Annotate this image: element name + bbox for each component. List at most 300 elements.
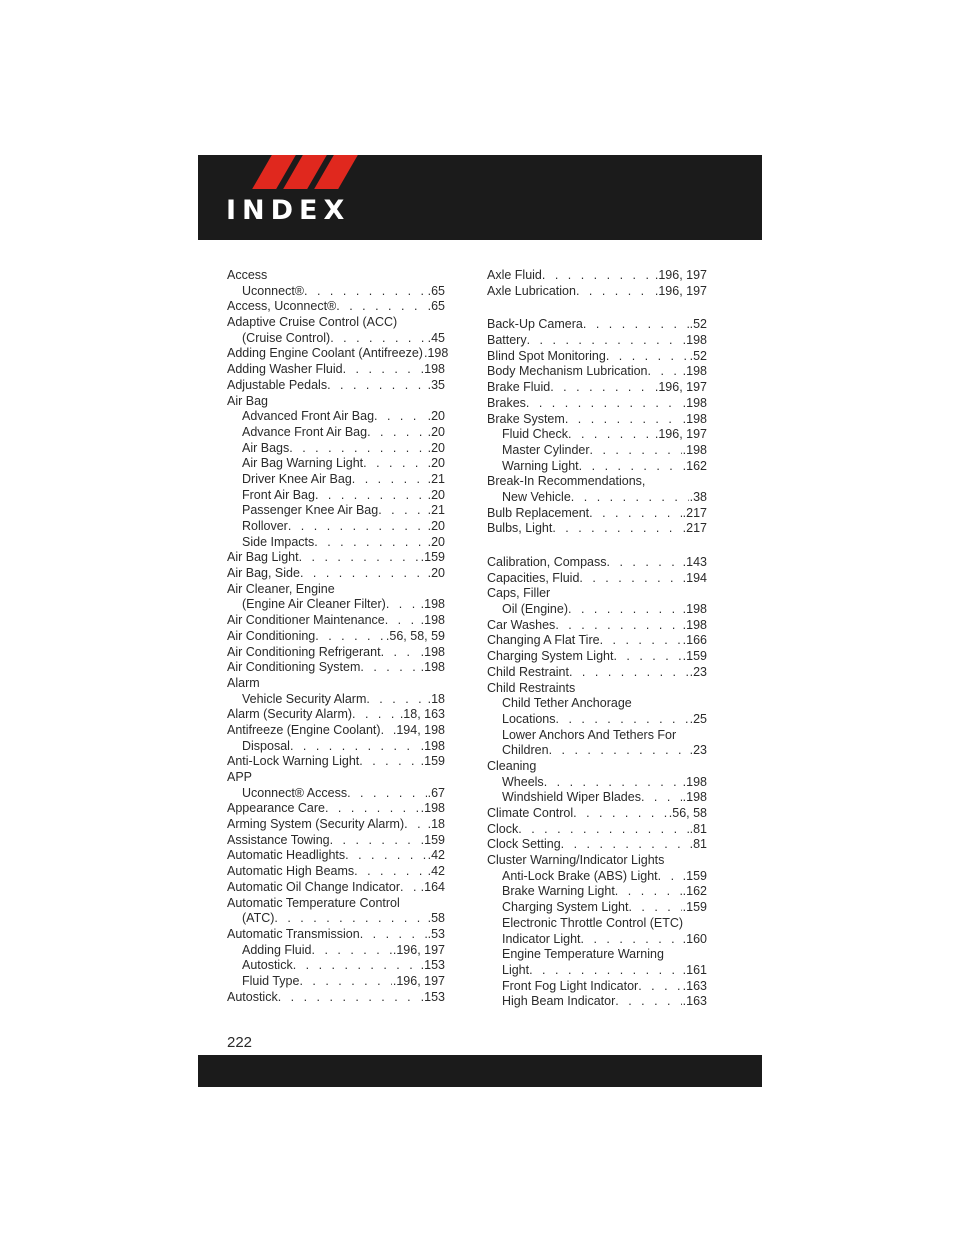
index-subentry xyxy=(487,490,707,506)
index-entry xyxy=(487,521,707,537)
index-entry xyxy=(487,618,707,634)
index-subentry xyxy=(487,712,707,728)
entry-text: Brake System xyxy=(487,411,565,426)
index-subentry xyxy=(227,488,445,504)
dot-leader xyxy=(579,459,682,475)
entry-text: Air Bag Warning Light xyxy=(242,456,364,471)
index-entry xyxy=(227,707,445,723)
page-ref: .194, 198 xyxy=(392,722,445,737)
page-ref: .38 xyxy=(689,489,707,504)
index-subentry xyxy=(227,958,445,974)
page-ref: .18 xyxy=(427,691,445,706)
index-entry xyxy=(227,896,445,912)
dot-leader xyxy=(590,443,682,459)
dot-leader xyxy=(583,317,689,333)
page-ref: .159 xyxy=(682,649,707,664)
page-ref: .42 xyxy=(427,848,445,863)
entry-text: Appearance Care xyxy=(227,801,325,816)
page-number: 222 xyxy=(227,1034,253,1051)
index-entry xyxy=(227,566,445,582)
entry-text: Warning Light xyxy=(502,458,579,473)
index-entry xyxy=(487,380,707,396)
entry-text: Advanced Front Air Bag xyxy=(242,409,375,424)
entry-text: Adding Fluid xyxy=(242,942,312,957)
dot-leader xyxy=(607,555,682,571)
page-ref: .198 xyxy=(682,333,707,348)
entry-text: (ATC) xyxy=(242,911,275,926)
index-entry xyxy=(227,754,445,770)
index-entry xyxy=(227,346,449,362)
index-entry xyxy=(227,880,445,896)
page-ref: .153 xyxy=(420,989,445,1004)
dot-leader xyxy=(300,566,427,582)
entry-text: Automatic Oil Change Indicator xyxy=(227,879,401,894)
entry-text: Assistance Towing xyxy=(227,832,330,847)
index-subentry xyxy=(227,535,445,551)
dot-leader xyxy=(289,441,426,457)
index-entry xyxy=(227,848,445,864)
entry-text: Children xyxy=(502,743,549,758)
entry-text: Uconnect® xyxy=(242,283,305,298)
dot-leader xyxy=(367,425,427,441)
index-entry xyxy=(227,927,445,943)
index-subentry xyxy=(227,425,445,441)
entry-text: Adaptive Cruise Control (ACC) xyxy=(227,315,398,330)
entry-text: Vehicle Security Alarm xyxy=(242,691,367,706)
entry-text: Calibration, Compass xyxy=(487,555,607,569)
page-ref: .198 xyxy=(423,346,449,361)
dot-leader xyxy=(600,633,682,649)
dot-leader xyxy=(581,932,682,948)
page-ref: .198 xyxy=(420,362,445,377)
index-entry xyxy=(227,817,445,833)
entry-text: Engine Temperature Warning xyxy=(502,947,664,962)
entry-text: Clock xyxy=(487,821,519,836)
page-ref: .164 xyxy=(420,879,445,894)
index-subentry xyxy=(227,943,445,959)
index-entry xyxy=(487,412,707,428)
entry-text: Charging System Light xyxy=(487,649,614,664)
entry-text: Axle Lubrication xyxy=(487,283,576,298)
index-entry xyxy=(487,806,707,822)
dot-leader xyxy=(381,723,392,739)
index-subentry xyxy=(487,602,707,618)
dot-leader xyxy=(345,848,426,864)
index-entry xyxy=(487,837,707,853)
dot-leader xyxy=(400,880,420,896)
index-entry xyxy=(227,394,445,410)
index-subentry xyxy=(487,900,707,916)
index-subentry xyxy=(227,503,445,519)
page-ref: .25 xyxy=(689,711,707,726)
dot-leader xyxy=(386,597,420,613)
page-ref: .52 xyxy=(689,348,707,363)
page-ref: .194 xyxy=(682,570,707,585)
page-ref: .18, 163 xyxy=(399,707,445,722)
dot-leader xyxy=(366,692,426,708)
dot-leader xyxy=(550,380,654,396)
dot-leader xyxy=(381,645,420,661)
entry-text: Access, Uconnect® xyxy=(227,299,337,314)
index-subentry xyxy=(487,696,707,712)
page-ref: .58 xyxy=(427,911,445,926)
page-ref: .198 xyxy=(682,790,707,805)
index-entry xyxy=(487,396,707,412)
page-ref: .159 xyxy=(420,550,445,565)
index-subentry xyxy=(487,979,707,995)
dot-leader xyxy=(314,535,426,551)
page-ref: .159 xyxy=(420,754,445,769)
index-entry xyxy=(227,629,445,645)
index-entry xyxy=(227,833,445,849)
index-subentry xyxy=(227,597,445,613)
index-entry xyxy=(487,349,707,365)
entry-text: Brakes xyxy=(487,395,526,410)
entry-text: Rollover xyxy=(242,519,288,533)
page-ref: .23 xyxy=(689,664,707,679)
dot-leader xyxy=(613,649,681,665)
page-ref: .217 xyxy=(682,505,707,520)
entry-text: Passenger Knee Air Bag xyxy=(242,503,379,518)
index-entry xyxy=(227,378,445,394)
index-entry xyxy=(487,474,707,490)
dot-leader xyxy=(354,864,426,880)
dot-leader xyxy=(658,869,682,885)
index-subentry xyxy=(227,739,445,755)
index-subentry xyxy=(227,331,445,347)
entry-text: Air Bags xyxy=(242,440,290,455)
index-subentry xyxy=(487,947,707,963)
page-ref: .198 xyxy=(682,395,707,410)
entry-text: Automatic Temperature Control xyxy=(227,895,400,910)
page-ref: .196, 197 xyxy=(654,380,707,395)
index-entry xyxy=(487,681,707,697)
dot-leader xyxy=(378,503,426,519)
index-entry xyxy=(487,586,707,602)
entry-text: Child Restraints xyxy=(487,680,576,695)
index-entry xyxy=(227,676,445,692)
entry-text: Car Washes xyxy=(487,617,556,632)
index-subentry xyxy=(487,775,707,791)
entry-text: Bulb Replacement xyxy=(487,505,590,520)
index-entry xyxy=(487,555,707,571)
page-ref: .198 xyxy=(682,364,707,379)
dot-leader xyxy=(544,775,682,791)
page-ref: .21 xyxy=(427,503,445,518)
index-entry xyxy=(227,723,445,739)
dot-leader xyxy=(615,884,682,900)
dot-leader xyxy=(278,990,420,1006)
entry-text: Front Fog Light Indicator xyxy=(502,978,639,993)
dot-leader xyxy=(615,994,681,1010)
entry-text: Axle Fluid xyxy=(487,268,542,282)
entry-text: Air Conditioning xyxy=(227,628,316,643)
entry-text: Air Bag, Side xyxy=(227,566,300,581)
index-column-left xyxy=(227,268,449,1005)
entry-text: Air Bag xyxy=(227,393,268,408)
dot-leader xyxy=(518,822,688,838)
entry-text: Fluid Type xyxy=(242,973,300,988)
index-header-bar xyxy=(198,155,762,240)
page-ref: .159 xyxy=(682,900,707,915)
dot-leader xyxy=(576,284,654,300)
dot-leader xyxy=(404,817,426,833)
page-ref: .198 xyxy=(420,613,445,628)
entry-text: Autostick xyxy=(227,989,278,1004)
index-entry xyxy=(487,649,707,665)
page-title: INDEX xyxy=(226,195,351,226)
page-ref: .196, 197 xyxy=(654,283,707,298)
index-subentry xyxy=(487,884,707,900)
page-ref: .159 xyxy=(682,868,707,883)
entry-text: Alarm (Security Alarm) xyxy=(227,707,353,722)
dot-leader xyxy=(565,412,682,428)
entry-text: Body Mechanism Lubrication xyxy=(487,364,648,379)
entry-text: Battery xyxy=(487,333,527,348)
index-subentry xyxy=(227,911,445,927)
dot-leader xyxy=(569,665,689,681)
entry-text: Side Impacts xyxy=(242,534,315,549)
entry-text: Climate Control xyxy=(487,806,574,820)
entry-text: High Beam Indicator xyxy=(502,994,616,1009)
entry-text: Alarm xyxy=(227,675,260,690)
dot-leader xyxy=(638,979,681,995)
index-entry xyxy=(227,660,445,676)
index-subentry xyxy=(227,409,445,425)
page-ref: .198 xyxy=(420,738,445,753)
entry-text: Adding Engine Coolant (Antifreeze) xyxy=(227,346,423,361)
dot-leader xyxy=(641,790,682,806)
entry-text: Charging System Light xyxy=(502,900,629,915)
dot-leader xyxy=(288,519,427,535)
page-ref: .20 xyxy=(427,440,445,455)
page-ref: .198 xyxy=(682,411,707,426)
index-subentry xyxy=(487,790,707,806)
entry-text: Capacities, Fluid xyxy=(487,570,580,585)
dot-leader xyxy=(571,490,689,506)
entry-text: Light xyxy=(502,962,530,977)
page-ref: .163 xyxy=(682,978,707,993)
page-ref: .196, 197 xyxy=(392,973,445,988)
index-entry xyxy=(227,770,445,786)
index-subentry xyxy=(487,963,707,979)
dot-leader xyxy=(330,833,420,849)
page-ref: .67 xyxy=(427,785,445,800)
page-ref: .20 xyxy=(427,534,445,549)
page-ref: .198 xyxy=(682,617,707,632)
page-ref: .35 xyxy=(427,377,445,392)
dot-leader xyxy=(315,629,385,645)
page-ref: .42 xyxy=(427,864,445,879)
entry-text: Air Cleaner, Engine xyxy=(227,581,335,596)
index-subentry xyxy=(487,459,707,475)
index-subentry xyxy=(227,456,445,472)
page-ref: .81 xyxy=(689,837,707,852)
dot-leader xyxy=(549,743,689,759)
entry-text: Clock Setting xyxy=(487,837,561,852)
index-entry xyxy=(227,613,445,629)
page-ref: .198 xyxy=(420,644,445,659)
entry-text: Wheels xyxy=(502,774,544,789)
entry-text: Blind Spot Monitoring xyxy=(487,348,606,363)
entry-text: Cleaning xyxy=(487,758,537,773)
dot-leader xyxy=(555,618,681,634)
dot-leader xyxy=(542,268,654,284)
page-ref: .56, 58, 59 xyxy=(385,628,445,643)
entry-text: Adding Washer Fluid xyxy=(227,362,343,377)
index-entry xyxy=(487,506,707,522)
page-ref: .143 xyxy=(682,555,707,569)
dot-leader xyxy=(374,409,427,425)
index-entry xyxy=(227,550,445,566)
entry-text: Air Conditioning System xyxy=(227,660,361,675)
index-entry xyxy=(487,759,707,775)
index-subentry xyxy=(227,786,445,802)
entry-text: Lower Anchors And Tethers For xyxy=(502,727,677,742)
page-ref: .196, 197 xyxy=(392,942,445,957)
dot-leader xyxy=(589,506,682,522)
dot-leader xyxy=(561,837,689,853)
entry-text: Anti-Lock Warning Light xyxy=(227,754,360,769)
page-ref: .20 xyxy=(427,409,445,424)
entry-text: Changing A Flat Tire xyxy=(487,633,600,648)
page-ref: .198 xyxy=(682,602,707,617)
dot-leader xyxy=(312,943,392,959)
entry-text: Oil (Engine) xyxy=(502,602,568,617)
dot-leader xyxy=(568,602,682,618)
index-column-right xyxy=(487,268,707,1010)
dot-leader xyxy=(606,349,689,365)
entry-text: Automatic High Beams xyxy=(227,864,355,879)
index-subentry xyxy=(487,443,707,459)
index-entry xyxy=(227,315,445,331)
section-gap xyxy=(487,299,707,317)
page-ref: .23 xyxy=(689,743,707,758)
index-subentry xyxy=(487,427,707,443)
page-ref: .21 xyxy=(427,471,445,486)
dot-leader xyxy=(304,284,427,300)
page-ref: .65 xyxy=(427,283,445,298)
page-ref: .198 xyxy=(420,660,445,675)
entry-text: Adjustable Pedals xyxy=(227,377,328,392)
entry-text: Access xyxy=(227,268,268,282)
dot-leader xyxy=(360,660,419,676)
page-ref: .161 xyxy=(682,962,707,977)
dot-leader xyxy=(352,472,427,488)
entry-text: Automatic Headlights xyxy=(227,848,346,863)
index-entry xyxy=(227,801,445,817)
page-ref: .18 xyxy=(427,817,445,832)
dot-leader xyxy=(315,488,427,504)
entry-text: Master Cylinder xyxy=(502,442,590,457)
dot-leader xyxy=(359,754,419,770)
page-ref: .20 xyxy=(427,487,445,502)
page-ref: .20 xyxy=(427,566,445,581)
dot-leader xyxy=(274,911,426,927)
index-entry xyxy=(487,571,707,587)
page-ref: .196, 197 xyxy=(654,268,707,282)
dot-leader xyxy=(336,299,426,315)
index-entry xyxy=(227,362,445,378)
entry-text: Air Conditioner Maintenance xyxy=(227,613,385,628)
entry-text: Bulbs, Light xyxy=(487,521,553,536)
dot-leader xyxy=(648,364,682,380)
dot-leader xyxy=(299,550,420,566)
entry-text: (Cruise Control) xyxy=(242,330,331,345)
entry-text: Fluid Check xyxy=(502,427,568,442)
index-subentry xyxy=(487,743,707,759)
index-subentry xyxy=(487,869,707,885)
entry-text: Child Restraint xyxy=(487,664,569,679)
entry-text: Cluster Warning/Indicator Lights xyxy=(487,853,665,868)
entry-text: New Vehicle xyxy=(502,489,571,504)
page-ref: .198 xyxy=(420,597,445,612)
page-ref: .53 xyxy=(427,926,445,941)
entry-text: Front Air Bag xyxy=(242,487,315,502)
entry-text: Autostick xyxy=(242,958,293,973)
index-entry xyxy=(227,864,445,880)
entry-text: Driver Knee Air Bag xyxy=(242,471,352,486)
dot-leader xyxy=(628,900,681,916)
page-ref: .153 xyxy=(420,958,445,973)
dot-leader xyxy=(330,331,426,347)
dot-leader xyxy=(552,521,681,537)
entry-text: Antifreeze (Engine Coolant) xyxy=(227,722,381,737)
index-subentry xyxy=(227,472,445,488)
index-subentry xyxy=(487,994,707,1010)
dot-leader xyxy=(290,739,420,755)
entry-text: Uconnect® Access xyxy=(242,785,348,800)
dot-leader xyxy=(327,378,427,394)
dot-leader xyxy=(325,801,420,817)
page-ref: .166 xyxy=(682,633,707,648)
page-ref: .159 xyxy=(420,832,445,847)
index-entry xyxy=(487,665,707,681)
entry-text: Air Conditioning Refrigerant xyxy=(227,644,381,659)
index-subentry xyxy=(227,692,445,708)
entry-text: Brake Warning Light xyxy=(502,884,615,899)
entry-text: Advance Front Air Bag xyxy=(242,424,368,439)
page-ref: .81 xyxy=(689,821,707,836)
index-subentry xyxy=(487,916,707,932)
entry-text: Arming System (Security Alarm) xyxy=(227,817,405,832)
index-subentry xyxy=(227,974,445,990)
entry-text: APP xyxy=(227,770,253,784)
entry-text: Disposal xyxy=(242,738,290,753)
index-entry xyxy=(227,582,445,598)
index-entry xyxy=(487,268,707,284)
page-ref: .198 xyxy=(682,774,707,789)
entry-text: Child Tether Anchorage xyxy=(502,696,632,711)
page-ref: .160 xyxy=(682,931,707,946)
entry-text: Caps, Filler xyxy=(487,586,551,601)
index-entry xyxy=(227,268,445,284)
page-ref: .162 xyxy=(682,884,707,899)
index-entry xyxy=(487,633,707,649)
entry-text: Locations xyxy=(502,711,556,726)
dot-leader xyxy=(568,427,654,443)
index-entry xyxy=(487,333,707,349)
index-entry xyxy=(487,317,707,333)
index-subentry xyxy=(227,284,445,300)
entry-text: Back-Up Camera xyxy=(487,317,583,332)
dot-leader xyxy=(527,333,682,349)
dot-leader xyxy=(556,712,689,728)
index-entry xyxy=(487,822,707,838)
dot-leader xyxy=(343,362,420,378)
dot-leader xyxy=(579,571,681,587)
page-ref: .56, 58 xyxy=(668,806,707,820)
